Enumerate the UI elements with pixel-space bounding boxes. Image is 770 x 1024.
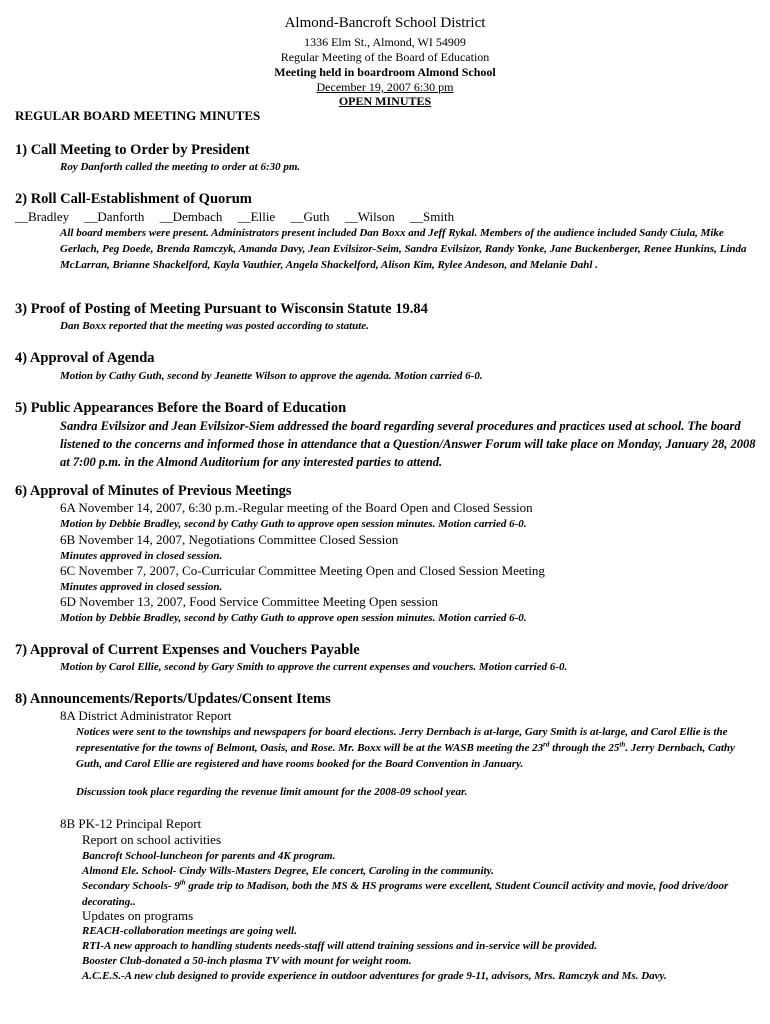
meeting-date: December 19, 2007 6:30 pm bbox=[316, 80, 454, 94]
section-4-heading: 4) Approval of Agenda bbox=[15, 350, 155, 366]
item-8a-note: Notices were sent to the townships and newspapers for board elections. Jerry Dernbach is at-large, Gary Smith is at-large, and Carol Ellie is the representative for the towns of Belmont, Oasis, and Rose. Mr. Boxx will be at the WASB meeting the 23rd through the 25th. Jerry Dernbach, Cathy Guth, and Carol Ellie are registered and have rooms booked for the Board Convention in January. bbox=[76, 726, 735, 770]
item-6c-note: Minutes approved in closed session. bbox=[60, 581, 223, 593]
roll-danforth: __Danforth bbox=[84, 209, 145, 224]
section-3-heading: 3) Proof of Posting of Meeting Pursuant to Wisconsin Statute 19.84 bbox=[15, 301, 428, 317]
section-2-note: All board members were present. Administrators present included Dan Boxx and Jeff Rykal. Members of the audience included Sandy Ciula, Mike Gerlach, Peg Doede, Brenda Ramczyk, Amanda Davy, Jean Evilsizor-Seim, Sandra Evilsizor, Randy Yonke, Jane Buckenberger, Renee Hunkins, Linda McLarran, Brianne Shackelford, Kayla Vauthier, Angela Shackelford, Alison Kim, Rylee Andeson, and Melanie Dahl . bbox=[60, 227, 747, 271]
item-8b: 8B PK-12 Principal Report bbox=[60, 816, 202, 831]
item-6a: 6A November 14, 2007, 6:30 p.m.-Regular meeting of the Board Open and Closed Session bbox=[60, 500, 533, 515]
item-6c: 6C November 7, 2007, Co-Curricular Committee Meeting Open and Closed Session Meeting bbox=[60, 563, 545, 578]
section-1-heading: 1) Call Meeting to Order by President bbox=[15, 142, 250, 158]
item-8b-note-rti: RTI-A new approach to handling students needs-staff will attend training sessions and in-service will be provided. bbox=[82, 940, 598, 952]
roll-bradley: __Bradley bbox=[15, 209, 70, 224]
roll-guth: __Guth bbox=[290, 209, 330, 224]
section-3-note: Dan Boxx reported that the meeting was posted according to statute. bbox=[60, 320, 369, 332]
roll-dembach: __Dembach bbox=[159, 209, 223, 224]
section-5-heading: 5) Public Appearances Before the Board of Education bbox=[15, 400, 347, 416]
roll-call-list bbox=[15, 209, 466, 225]
section-8-heading: 8) Announcements/Reports/Updates/Consent Items bbox=[15, 691, 331, 707]
item-8b-note-bancroft: Bancroft School-luncheon for parents and 4K program. bbox=[82, 850, 336, 862]
section-2-heading: 2) Roll Call-Establishment of Quorum bbox=[15, 191, 252, 207]
meeting-location: Meeting held in boardroom Almond School bbox=[274, 65, 496, 79]
item-6b-note: Minutes approved in closed session. bbox=[60, 550, 223, 562]
item-8b-programs-label: Updates on programs bbox=[82, 908, 194, 923]
document-title: REGULAR BOARD MEETING MINUTES bbox=[15, 108, 261, 123]
section-5-note: Sandra Evilsizor and Jean Evilsizor-Siem addressed the board regarding several procedures and practices used at school. The board listened to the concerns and informed those in attendance that a Question/Answer Forum will take place on Monday, January 28, 2008 at 7:00 p.m. in the Almond Auditorium for any interested parties to attend. bbox=[60, 419, 756, 469]
roll-ellie: __Ellie bbox=[237, 209, 276, 224]
item-6d-note: Motion by Debbie Bradley, second by Cathy Guth to approve open session minutes. Motion carried 6-0. bbox=[60, 612, 527, 624]
item-6b: 6B November 14, 2007, Negotiations Committee Closed Session bbox=[60, 532, 399, 547]
item-8b-activities-label: Report on school activities bbox=[82, 832, 222, 847]
section-6-heading: 6) Approval of Minutes of Previous Meetings bbox=[15, 483, 292, 499]
item-8b-note-aces: A.C.E.S.-A new club designed to provide experience in outdoor adventures for grade 9-11, advisors, Mrs. Ramczyk and Ms. Davy. bbox=[82, 970, 667, 982]
item-8a: 8A District Administrator Report bbox=[60, 708, 232, 723]
roll-smith: __Smith bbox=[410, 209, 455, 224]
item-8b-note-reach: REACH-collaboration meetings are going well. bbox=[82, 925, 297, 937]
roll-wilson: __Wilson bbox=[344, 209, 395, 224]
section-4-note: Motion by Cathy Guth, second by Jeanette Wilson to approve the agenda. Motion carried 6-0. bbox=[60, 370, 483, 382]
session-label: OPEN MINUTES bbox=[338, 94, 432, 108]
section-7-note: Motion by Carol Ellie, second by Gary Smith to approve the current expenses and vouchers. Motion carried 6-0. bbox=[60, 661, 568, 673]
item-8b-note-almond: Almond Ele. School- Cindy Wills-Masters Degree, Ele concert, Caroling in the community. bbox=[82, 865, 494, 877]
item-6d: 6D November 13, 2007, Food Service Committee Meeting Open session bbox=[60, 594, 439, 609]
section-7-heading: 7) Approval of Current Expenses and Vouchers Payable bbox=[15, 642, 360, 658]
meeting-type: Regular Meeting of the Board of Education bbox=[280, 50, 490, 64]
district-address: 1336 Elm St., Almond, WI 54909 bbox=[304, 35, 466, 49]
item-6a-note: Motion by Debbie Bradley, second by Cathy Guth to approve open session minutes. Motion carried 6-0. bbox=[60, 518, 527, 530]
section-1-note: Roy Danforth called the meeting to order at 6:30 pm. bbox=[60, 161, 301, 173]
district-name: Almond-Bancroft School District bbox=[284, 15, 486, 31]
item-8b-note-booster: Booster Club-donated a 50-inch plasma TV with mount for weight room. bbox=[82, 955, 412, 967]
item-8b-note-secondary: Secondary Schools- 9th grade trip to Madison, both the MS & HS programs were excellent, Student Council activity and movie, food drive/door decorating.. bbox=[82, 878, 729, 908]
item-8a-discussion: Discussion took place regarding the revenue limit amount for the 2008-09 school year. bbox=[76, 786, 468, 798]
